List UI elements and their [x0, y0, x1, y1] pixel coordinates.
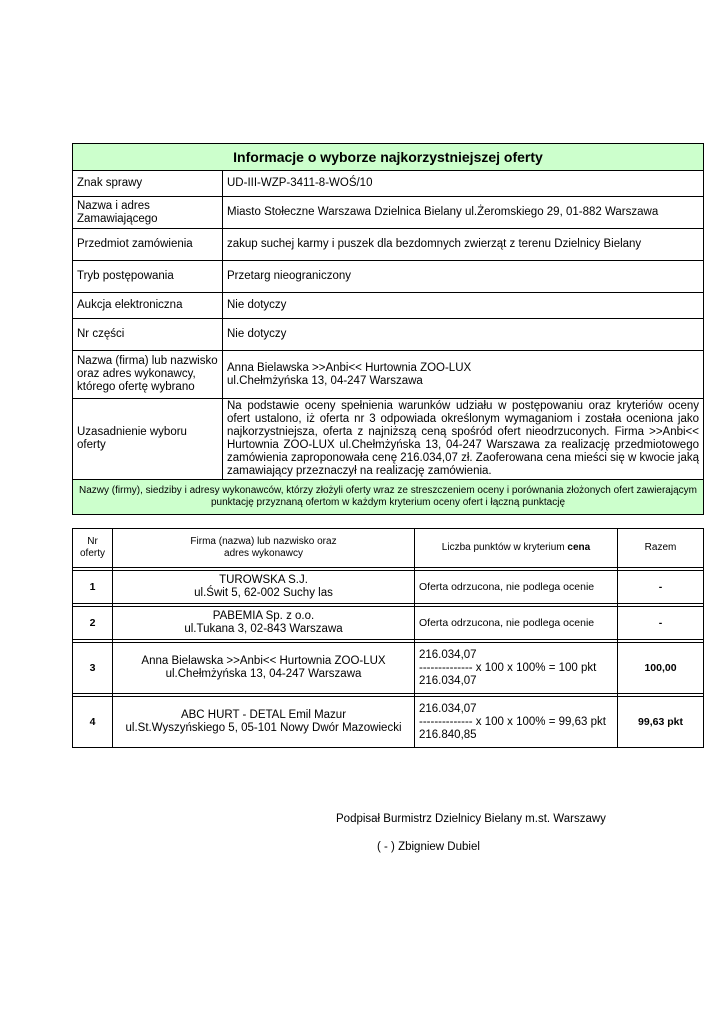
score-numerator: 216.034,07: [419, 648, 477, 661]
field-label: Aukcja elektroniczna: [73, 293, 223, 319]
offer-score: [415, 697, 618, 748]
field-value: Na podstawie oceny spełnienia warunków udziału w postępowaniu oraz kryteriów oceny ofert ustalono, iż oferta nr 3 odpowiada określonym wymaganiom i została oceniona jako najkorzystniejsza, oferta z najniższą ceną spośród ofert nieodrzuconych. Firma >>Anbi<< Hurtownia ZOO-LUX ul.Chełmżyńska 13, 04-247 Warszawa za realizację przedmiotowego zamówienia zaproponowała cenę 216.034,07 zł. Zaoferowana cena mieści się w kwocie jaką zamawiający przeznaczył na realizację zamówienia.: [223, 399, 704, 480]
score-numerator: 216.034,07: [419, 702, 477, 715]
field-value: Nie dotyczy: [223, 319, 704, 351]
offer-firm: [113, 643, 415, 694]
field-row-procedure: [73, 261, 704, 293]
field-value: Miasto Stołeczne Warszawa Dzielnica Bielany ul.Żeromskiego 29, 01-882 Warszawa: [223, 197, 704, 229]
field-value: Przetarg nieograniczony: [223, 261, 704, 293]
offer-score: Oferta odrzucona, nie podlega ocenie: [415, 607, 618, 640]
offer-nr: 4: [73, 697, 113, 748]
table-row: [73, 643, 704, 694]
offers-intro: Nazwy (firmy), siedziby i adresy wykonawców, którzy złożyli oferty wraz ze streszczeniem oceny i porównania złożonych ofert zawierającym punktację przyznaną ofertom w każdym kryterium oceny ofert i łączną punktację: [73, 480, 704, 515]
field-label: Nr części: [73, 319, 223, 351]
offer-firm: [113, 697, 415, 748]
table-row: [73, 607, 704, 640]
field-row-selected-contractor: [73, 351, 704, 399]
offer-firm-name: PABEMIA Sp. z o.o.: [212, 610, 315, 622]
field-value: zakup suchej karmy i puszek dla bezdomnych zwierząt z terenu Dzielnicy Bielany: [223, 229, 704, 261]
offer-firm-address: ul.Chełmżyńska 13, 04-247 Warszawa: [165, 668, 362, 680]
offers-table: [72, 528, 704, 748]
field-value: [223, 351, 704, 399]
score-formula: -------------- x 100 x 100% = 99,63 pkt: [419, 715, 606, 728]
header-points: [415, 529, 618, 568]
offer-firm-address: ul.Świt 5, 62-002 Suchy las: [194, 587, 333, 599]
field-value: UD-III-WZP-3411-8-WOŚ/10: [223, 171, 704, 197]
offer-total: -: [618, 571, 704, 604]
offer-nr: 2: [73, 607, 113, 640]
field-row-justification: [73, 399, 704, 480]
field-row-auction: [73, 293, 704, 319]
field-label: Uzasadnienie wyboru oferty: [73, 399, 223, 480]
offer-firm-address: ul.Tukana 3, 02-843 Warszawa: [184, 623, 343, 635]
field-label: Nazwa (firma) lub nazwisko oraz adres wykonawcy, którego ofertę wybrano: [73, 351, 223, 399]
header-firm-line1: Firma (nazwa) lub nazwisko oraz: [190, 536, 337, 547]
offer-firm: [113, 607, 415, 640]
offer-total: 100,00: [618, 643, 704, 694]
contractor-name: Anna Bielawska >>Anbi<< Hurtownia ZOO-LUX: [227, 361, 472, 374]
offer-total: -: [618, 607, 704, 640]
header-firm-line2: adres wykonawcy: [224, 548, 303, 559]
document-title: Informacje o wyborze najkorzystniejszej oferty: [73, 144, 704, 171]
offer-firm: [113, 571, 415, 604]
offer-total: 99,63 pkt: [618, 697, 704, 748]
info-table: [72, 143, 704, 515]
header-nr: Nr oferty: [73, 529, 113, 568]
offer-score: Oferta odrzucona, nie podlega ocenie: [415, 571, 618, 604]
offer-firm-name: ABC HURT - DETAL Emil Mazur: [180, 709, 347, 721]
offer-firm-name: TUROWSKA S.J.: [219, 574, 308, 586]
offer-nr: 1: [73, 571, 113, 604]
offer-firm-address: ul.St.Wyszyńskiego 5, 05-101 Nowy Dwór Mazowiecki: [125, 722, 402, 734]
field-label: Tryb postępowania: [73, 261, 223, 293]
field-row-contracting-authority: [73, 197, 704, 229]
field-value: Nie dotyczy: [223, 293, 704, 319]
contractor-address: ul.Chełmżyńska 13, 04-247 Warszawa: [227, 374, 423, 387]
header-points-criterion: cena: [567, 542, 591, 553]
header-points-prefix: Liczba punktów w kryterium: [441, 542, 568, 553]
offer-firm-name: Anna Bielawska >>Anbi<< Hurtownia ZOO-LUX: [141, 655, 386, 667]
offers-header-row: [73, 529, 704, 568]
field-label: Znak sprawy: [73, 171, 223, 197]
offer-nr: 3: [73, 643, 113, 694]
score-denominator: 216.034,07: [419, 674, 477, 687]
score-denominator: 216.840,85: [419, 728, 477, 741]
field-row-part-number: [73, 319, 704, 351]
signature-title: Podpisał Burmistrz Dzielnicy Bielany m.st. Warszawy: [336, 813, 606, 825]
table-row: [73, 571, 704, 604]
header-total: Razem: [618, 529, 704, 568]
field-row-case-number: [73, 171, 704, 197]
score-formula: -------------- x 100 x 100% = 100 pkt: [419, 661, 597, 674]
offers-intro-row: [73, 480, 704, 515]
header-firm: [113, 529, 415, 568]
field-label: Przedmiot zamówienia: [73, 229, 223, 261]
field-row-subject: [73, 229, 704, 261]
field-label: Nazwa i adres Zamawiającego: [73, 197, 223, 229]
signature-name: ( - ) Zbigniew Dubiel: [377, 841, 480, 853]
offer-score: [415, 643, 618, 694]
table-row: [73, 697, 704, 748]
